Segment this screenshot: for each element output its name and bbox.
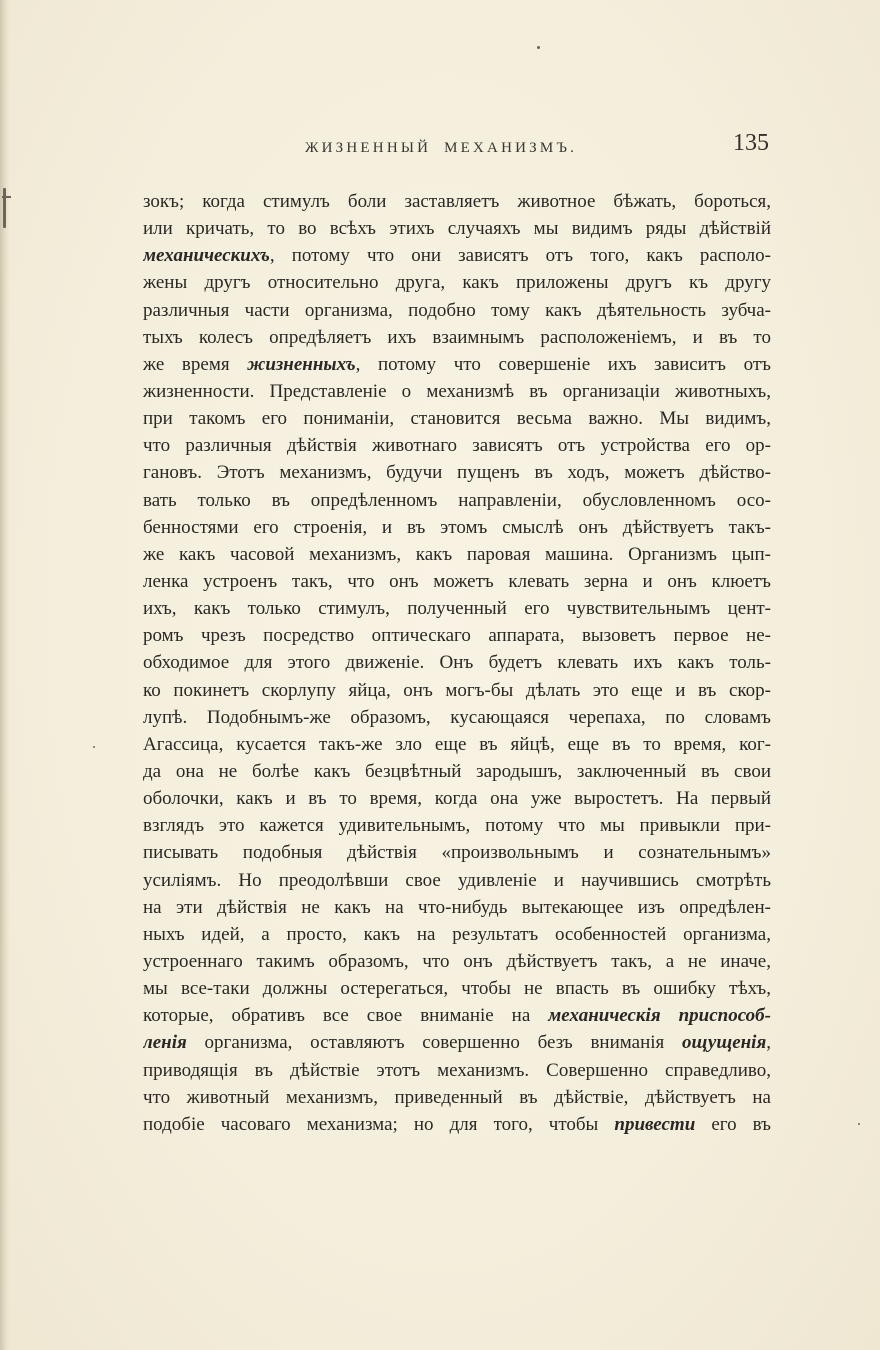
line-text: подобіе часоваго механизма; но для того, чтобы [143, 1113, 615, 1135]
emphasized-text: ощущенія [682, 1032, 767, 1054]
line-text: которые, обративъ все свое вниманіе на [143, 1005, 549, 1027]
line-text: различныя части организма, подобно тому какъ дѣятельность зубча- [143, 299, 771, 321]
line-text: ко покинетъ скорлупу яйца, онъ могъ-бы дѣлать это еще и въ скор- [143, 679, 771, 701]
text-line [143, 921, 771, 948]
text-line [143, 297, 771, 324]
text-line [143, 731, 771, 758]
line-text: ныхъ идей, а просто, какъ на результатъ особенностей организма, [143, 923, 771, 945]
emphasized-text: ленія [143, 1032, 187, 1054]
line-text: да она не болѣе какъ безцвѣтный зародышъ, заключенный въ свои [143, 760, 771, 782]
emphasized-text: механическія приспособ- [548, 1005, 771, 1027]
emphasized-text: жизненныхъ [247, 353, 356, 375]
text-line [143, 975, 771, 1002]
paper-speck [858, 1123, 860, 1125]
line-text: же время [143, 353, 248, 375]
text-line [143, 188, 771, 215]
line-text: на эти дѣйствія не какъ на что-нибудь вытекающее изъ опредѣлен- [143, 896, 771, 918]
binding-tick [2, 196, 11, 198]
text-line [143, 1002, 771, 1029]
line-text: бенностями его строенія, и въ этомъ смыслѣ онъ дѣйствуетъ такъ- [143, 516, 771, 538]
page-number: 135 [733, 130, 769, 156]
text-line [143, 1084, 771, 1111]
text-line [143, 514, 771, 541]
text-line [143, 677, 771, 704]
text-line [143, 324, 771, 351]
text-line [143, 1111, 771, 1138]
text-line [143, 487, 771, 514]
line-text: организма, оставляютъ совершенно безъ вниманія [186, 1032, 683, 1054]
text-line [143, 459, 771, 486]
line-text: мы все-таки должны остерегаться, чтобы не впасть въ ошибку тѣхъ, [143, 978, 771, 1000]
page-header [0, 128, 880, 168]
paper-speck [93, 746, 95, 748]
line-text: или кричать, то во всѣхъ этихъ случаяхъ мы видимъ ряды дѣйствій [143, 218, 771, 240]
text-line [143, 378, 771, 405]
text-line [143, 649, 771, 676]
line-text: лупѣ. Подобнымъ-же образомъ, кусающаяся черепаха, по словамъ [143, 706, 771, 728]
text-line [143, 785, 771, 812]
line-text: устроеннаго такимъ образомъ, что онъ дѣйствуетъ такъ, а не иначе, [143, 950, 771, 972]
text-line [143, 541, 771, 568]
text-line [143, 812, 771, 839]
text-line [143, 1057, 771, 1084]
text-line [143, 432, 771, 459]
line-text: гановъ. Этотъ механизмъ, будучи пущенъ въ ходъ, можетъ дѣйство- [143, 462, 771, 484]
text-line [143, 894, 771, 921]
line-text: тыхъ колесъ опредѣляетъ ихъ взаимнымъ расположеніемъ, и въ то [143, 326, 771, 348]
line-text: его въ [695, 1113, 771, 1135]
text-line [143, 405, 771, 432]
line-text: обходимое для этого движеніе. Онъ будетъ клевать ихъ какъ толь- [143, 652, 771, 674]
line-text: , потому что совершеніе ихъ зависитъ отъ [355, 353, 771, 375]
line-text: жены другъ относительно друга, какъ приложены другъ къ другу [143, 272, 771, 294]
body-text [143, 188, 771, 1138]
text-line [143, 568, 771, 595]
text-line [143, 622, 771, 649]
text-line [143, 1029, 771, 1056]
binding-mark [3, 188, 6, 228]
line-text: же какъ часовой механизмъ, какъ паровая машина. Организмъ цып- [143, 543, 771, 565]
text-line [143, 758, 771, 785]
emphasized-text: механическихъ [143, 245, 270, 267]
text-line [143, 704, 771, 731]
line-text: вать только въ опредѣленномъ направленіи, обусловленномъ осо- [143, 489, 771, 511]
text-line [143, 351, 771, 378]
line-text: ленка устроенъ такъ, что онъ можетъ клевать зерна и онъ клюетъ [143, 570, 771, 592]
text-line [143, 242, 771, 269]
text-line [143, 215, 771, 242]
line-text: что различныя дѣйствія животнаго зависятъ отъ устройства его ор- [143, 435, 771, 457]
line-text: писывать подобныя дѣйствія «произвольнымъ и сознательнымъ» [143, 842, 771, 864]
line-text: взглядъ это кажется удивительнымъ, потому что мы привыкли при- [143, 815, 771, 837]
line-text: оболочки, какъ и въ то время, когда она уже выростетъ. На первый [143, 788, 771, 810]
paper-speck [537, 46, 540, 49]
text-line [143, 595, 771, 622]
line-text: жизненности. Представленіе о механизмѣ въ организаціи животныхъ, [143, 380, 771, 402]
text-line [143, 948, 771, 975]
line-text: , потому что они зависятъ отъ того, какъ располо- [269, 245, 771, 267]
text-line [143, 269, 771, 296]
line-text: приводящія въ дѣйствіе этотъ механизмъ. Совершенно справедливо, [143, 1059, 771, 1081]
line-text: усиліямъ. Но преодолѣвши свое удивленіе и научившись смотрѣть [143, 869, 771, 891]
text-line [143, 867, 771, 894]
line-text: ромъ чрезъ посредство оптическаго аппарата, вызоветъ первое не- [143, 625, 771, 647]
line-text: Агассица, кусается такъ-же зло еще въ яйцѣ, еще въ то время, ког- [143, 733, 771, 755]
line-text: зокъ; когда стимулъ боли заставляетъ животное бѣжать, бороться, [143, 191, 771, 212]
emphasized-text: привести [614, 1113, 696, 1135]
line-text: , [766, 1032, 771, 1054]
line-text: при такомъ его пониманіи, становится весьма важно. Мы видимъ, [143, 408, 771, 430]
line-text: ихъ, какъ только стимулъ, полученный его чувствительнымъ цент- [143, 598, 771, 620]
text-line [143, 839, 771, 866]
line-text: что животный механизмъ, приведенный въ дѣйствіе, дѣйствуетъ на [143, 1086, 771, 1108]
running-title: ЖИЗНЕННЫЙ МЕХАНИЗМЪ. [305, 140, 578, 156]
